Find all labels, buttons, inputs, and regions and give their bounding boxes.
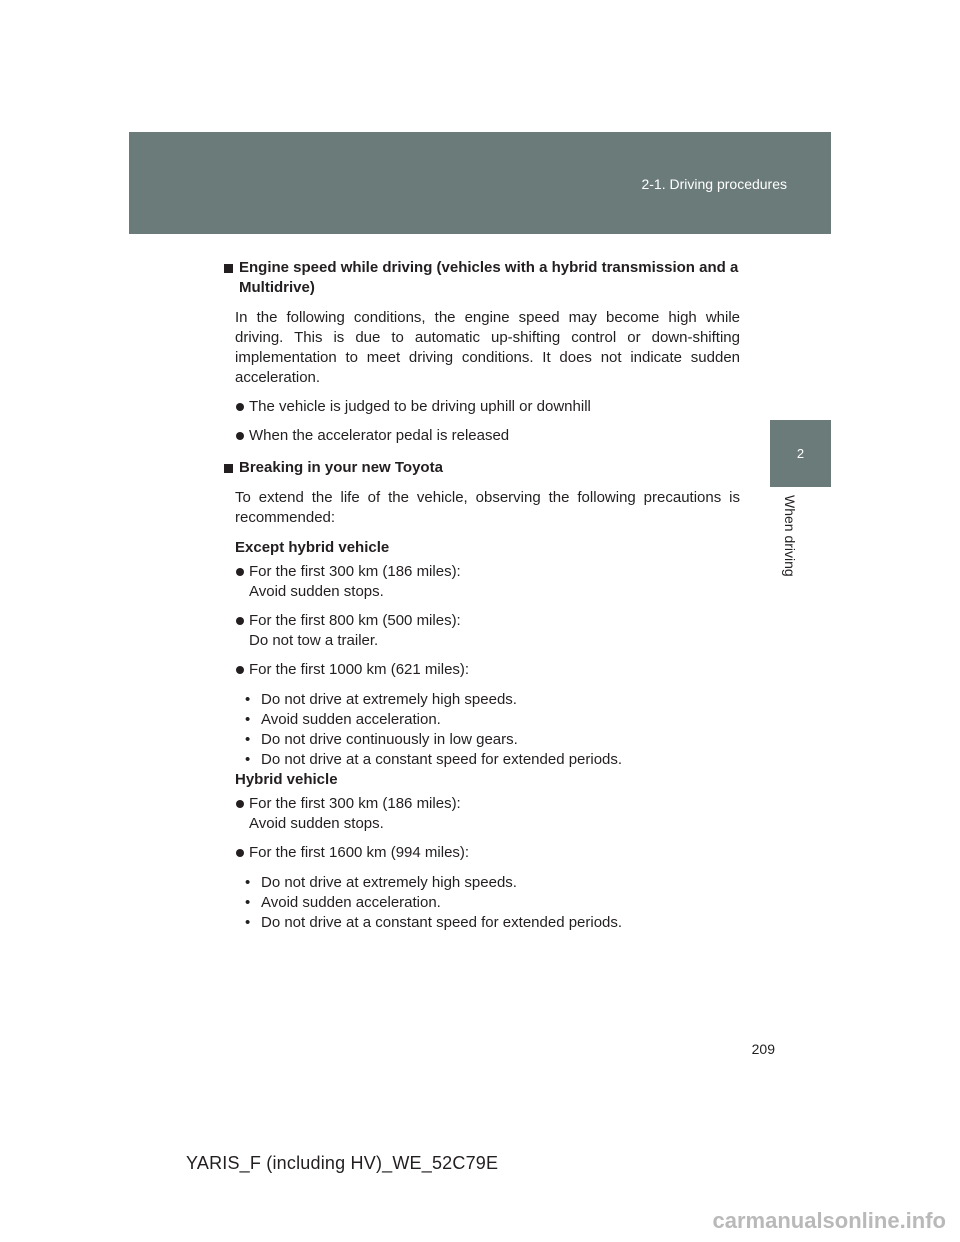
sub-list-item: • Avoid sudden acceleration. xyxy=(245,711,441,728)
sub-list-item: • Do not drive at a constant speed for extended periods. xyxy=(245,751,623,768)
section-heading xyxy=(222,458,740,478)
list-item: When the accelerator pedal is released xyxy=(235,426,740,446)
sub-list-item: • Do not drive continuously in low gears. xyxy=(245,731,518,748)
round-bullet-icon xyxy=(236,666,244,674)
round-bullet-icon xyxy=(236,403,244,411)
sub-list xyxy=(245,873,740,933)
sub-list-item: • Do not drive at extremely high speeds. xyxy=(245,691,517,708)
sub-list-item: • Do not drive at extremely high speeds. xyxy=(245,874,517,891)
paragraph: In the following conditions, the engine speed may become high while driving. This is due to automatic up-shifting control or down-shifting implementation to meet driving conditions. It does not indicate sudden acceleration. xyxy=(235,309,740,386)
chapter-number: 2 xyxy=(796,446,805,461)
list-item: For the first 1600 km (994 miles): xyxy=(235,843,740,863)
list-item: For the first 1000 km (621 miles): xyxy=(235,660,740,680)
chapter-title: When driving xyxy=(782,495,798,577)
list-item: For the first 800 km (500 miles): Do not tow a trailer. xyxy=(235,611,740,651)
round-bullet-icon xyxy=(236,617,244,625)
list-item: The vehicle is judged to be driving uphill or downhill xyxy=(235,397,740,417)
round-bullet-icon xyxy=(236,568,244,576)
chapter-tab[interactable] xyxy=(770,420,831,487)
round-bullet-icon xyxy=(236,849,244,857)
square-bullet-icon xyxy=(224,264,233,273)
heading-text: Engine speed while driving (vehicles with a hybrid transmission and a Multidrive) xyxy=(239,259,739,296)
document-code: YARIS_F (including HV)_WE_52C79E xyxy=(186,1153,499,1173)
paragraph: To extend the life of the vehicle, observing the following precautions is recommended: xyxy=(235,489,740,526)
list-item: For the first 300 km (186 miles): Avoid sudden stops. xyxy=(235,562,740,602)
list-item: For the first 300 km (186 miles): Avoid sudden stops. xyxy=(235,794,740,834)
sub-list xyxy=(245,690,740,770)
round-bullet-icon xyxy=(236,432,244,440)
round-bullet-icon xyxy=(236,800,244,808)
section-heading xyxy=(222,258,740,298)
subheading: Except hybrid vehicle xyxy=(235,539,390,556)
heading-text: Breaking in your new Toyota xyxy=(239,459,443,476)
sub-list-item: • Do not drive at a constant speed for extended periods. xyxy=(245,914,623,931)
subheading: Hybrid vehicle xyxy=(235,771,338,788)
section-title: 2-1. Driving procedures xyxy=(641,176,787,192)
sub-list-item: • Avoid sudden acceleration. xyxy=(245,894,441,911)
page-number: 209 xyxy=(751,1041,775,1057)
watermark: carmanualsonline.info xyxy=(712,1208,946,1233)
page-content xyxy=(222,258,740,933)
header-band xyxy=(129,132,831,234)
square-bullet-icon xyxy=(224,464,233,473)
